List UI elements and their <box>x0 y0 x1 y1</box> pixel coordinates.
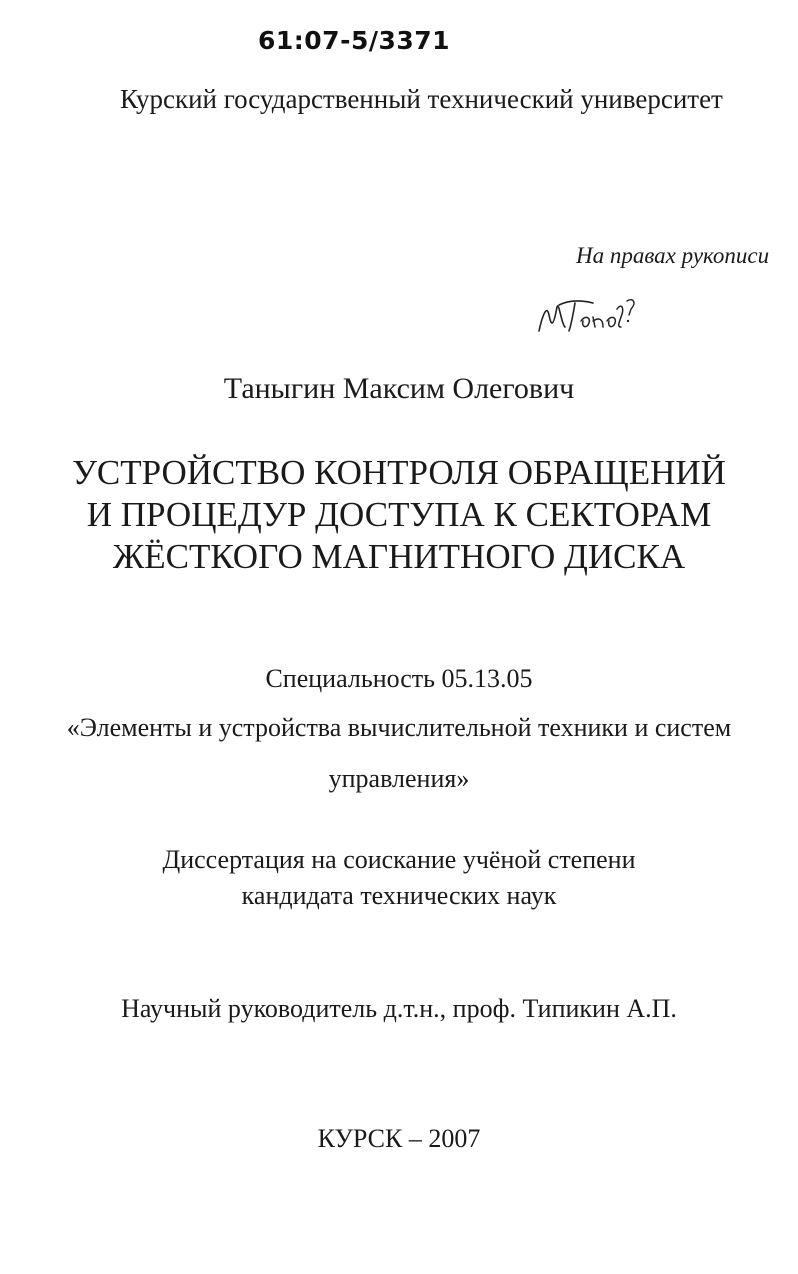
specialty-code: Специальность 05.13.05 <box>265 664 533 693</box>
university-name: Курский государственный технический университет <box>120 84 723 114</box>
degree-line-2: кандидата технических наук <box>241 881 557 910</box>
specialty-name-line-1: «Элементы и устройства вычислительной техники и систем <box>66 713 732 742</box>
dissertation-title: УСТРОЙСТВО КОНТРОЛЯ ОБРАЩЕНИЙ И ПРОЦЕДУР ДОСТУПА К СЕКТОРАМ ЖЁСТКОГО МАГНИТНОГО ДИСКА <box>72 453 726 576</box>
manuscript-rights-note: На правах рукописи <box>576 243 770 268</box>
degree-line-1: Диссертация на соискание учёной степени <box>162 845 636 874</box>
catalog-number: 61:07-5/3371 <box>258 26 451 55</box>
city-year: КУРСК – 2007 <box>317 1124 481 1153</box>
handwritten-signature <box>533 293 643 339</box>
author-name: Таныгин Максим Олегович <box>223 372 575 405</box>
scientific-advisor: Научный руководитель д.т.н., проф. Типикин А.П. <box>121 994 677 1023</box>
specialty-name-line-2: управления» <box>328 764 470 793</box>
